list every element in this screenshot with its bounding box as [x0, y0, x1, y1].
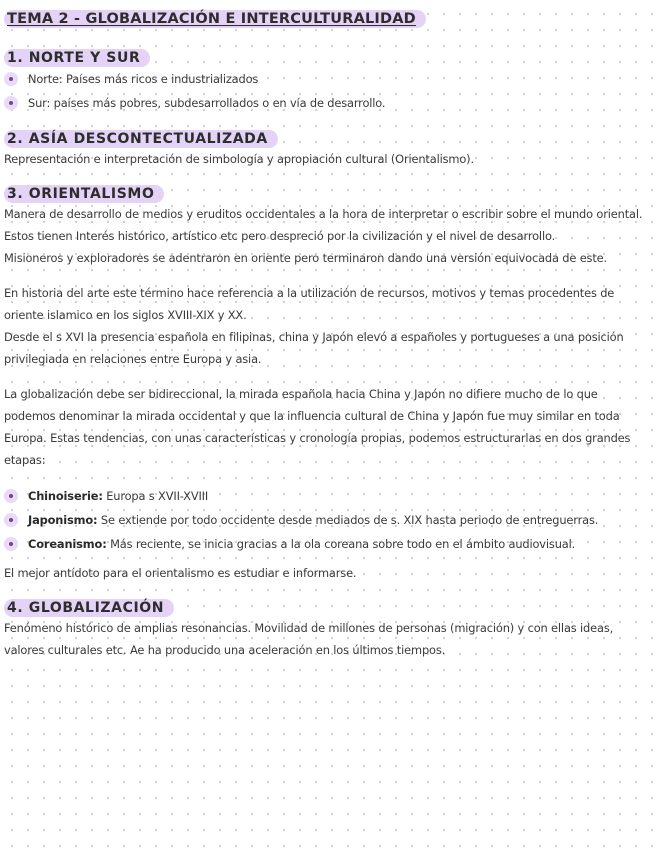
- orientalismo-paragraph: Manera de desarrollo de medios y eruditos occidentales a la hora de interpretar o escribir sobre el mundo oriental.: [4, 207, 643, 221]
- bullet-icon: [4, 513, 18, 527]
- globalizacion-text: Fenómeno histórico de amplias resonancias. Movilidad de millones de personas (migración) y con ellas ideas, valores culturales etc. Ae ha producido una aceleración en los últimos tiempos.: [4, 621, 614, 657]
- list-item: Norte: Países más ricos e industrializados: [4, 67, 648, 91]
- list-item: Chinoiserie: Europa s XVII-XVIII: [4, 484, 648, 508]
- orientalismo-paragraph: La globalización debe ser bidireccional, la mirada española hacia China y Japón no difiere mucho de lo que podemos denominar la mirada occidental y que la influencia cultural de China y Japón fue muy similar en toda Europa. Estas tendencias, con unas características y cronología propias, podemos estructurarlas en dos grandes etapas:: [4, 387, 631, 467]
- stages-list: [4, 484, 648, 556]
- orientalismo-paragraph: En historia del arte este término hace referencia a la utilización de recursos, motivos y temas procedentes de oriente islamico en los siglos XVIII-XIX y XX.: [4, 286, 615, 322]
- bullet-icon: [4, 489, 18, 503]
- bullet-icon: [4, 96, 18, 110]
- list-item: Japonismo: Se extiende por todo occidente desde mediados de s. XIX hasta periodo de entreguerras.: [4, 508, 648, 532]
- orientalismo-paragraph: Misioneros y exploradores se adentraron en oriente pero terminaron dando una versión equivocada de este.: [4, 251, 607, 265]
- orientalismo-paragraph: El mejor antídoto para el orientalismo es estudiar e informarse.: [4, 566, 357, 580]
- orientalismo-paragraph: Estos tienen Interés histórico, artístico etc pero despreció por la civilización y el nivel de desarrollo.: [4, 229, 556, 243]
- page-title: TEMA 2 - GLOBALIZACIÓN E INTERCULTURALIDAD: [4, 10, 426, 28]
- list-item: Coreanismo: Más reciente, se inicia gracias a la ola coreana sobre todo en el ámbito audiovisual.: [4, 532, 648, 556]
- list-item: Sur: países más pobres, subdesarrollados o en vía de desarrollo.: [4, 91, 648, 115]
- norte-sur-list: [4, 67, 648, 115]
- bullet-icon: [4, 537, 18, 551]
- section-heading-norte-sur: 1. NORTE Y SUR: [4, 49, 150, 67]
- section-heading-globalizacion: 4. GLOBALIZACIÓN: [4, 599, 174, 617]
- section-heading-orientalismo: 3. ORIENTALISMO: [4, 185, 164, 203]
- asia-text: Representación e interpretación de simbología y apropiación cultural (Orientalismo).: [4, 152, 474, 166]
- bullet-icon: [4, 72, 18, 86]
- notes-page: [4, 8, 648, 661]
- section-heading-asia: 2. ASÍA DESCONTECTUALIZADA: [4, 130, 278, 148]
- orientalismo-paragraph: Desde el s XVI la presencia española en filipinas, china y Japón elevó a españoles y portugueses a una posición privilegiada en relaciones entre Europa y asia.: [4, 330, 624, 366]
